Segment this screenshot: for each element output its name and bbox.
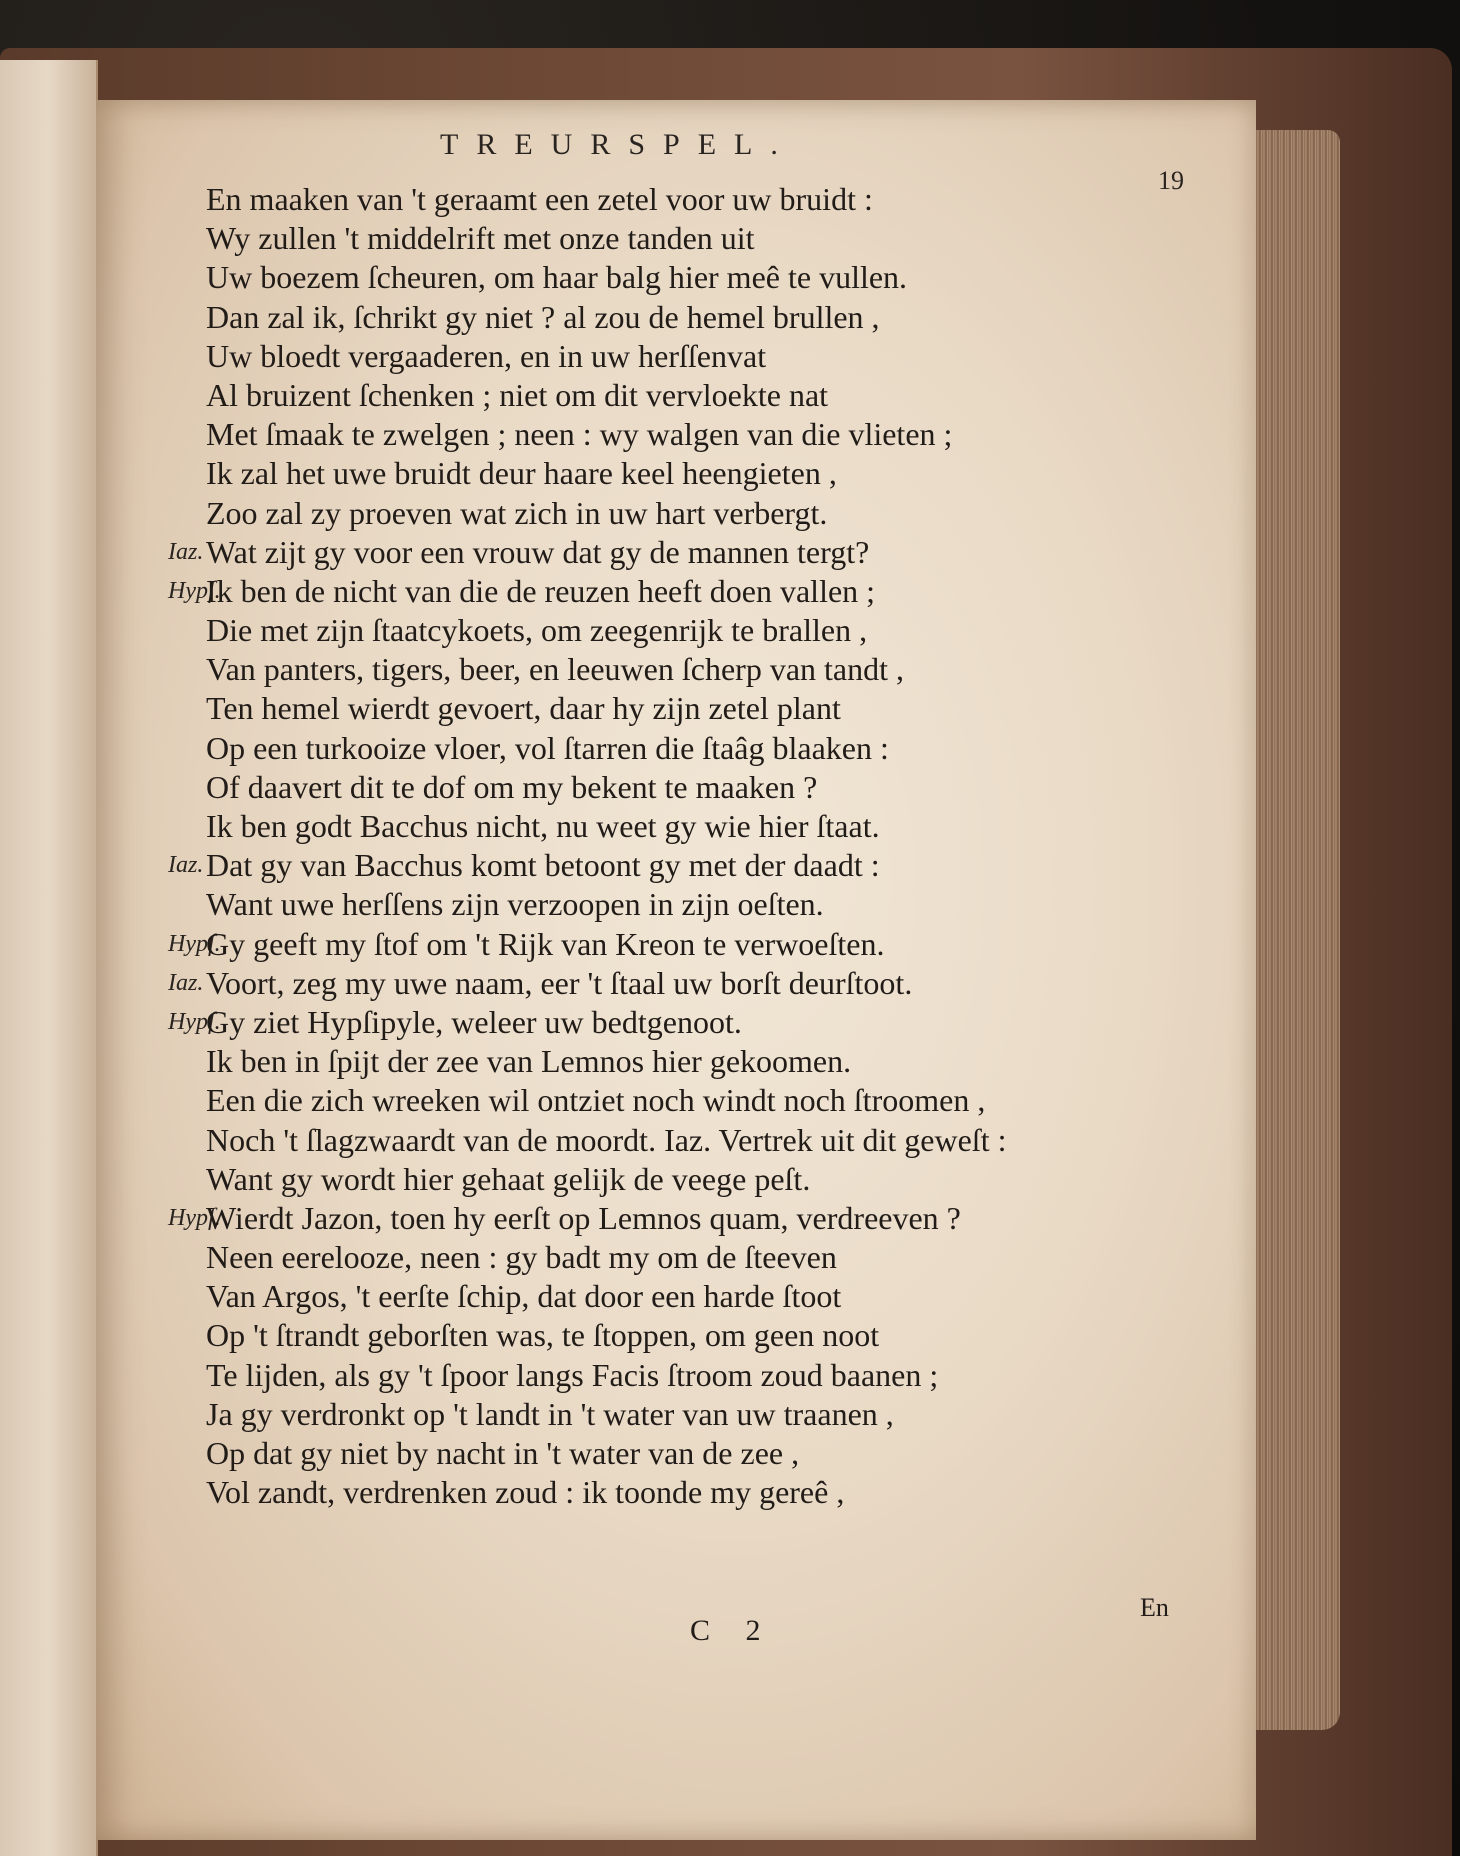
verse-text: Dan zal ik, ſchrikt gy niet ? al zou de hemel brullen ,: [206, 298, 880, 335]
verse-line: [0, 768, 1240, 807]
verse-line: [0, 885, 1240, 924]
speaker-label: Hypſ.: [168, 1008, 221, 1035]
verse-text: Ik ben in ſpijt der zee van Lemnos hier gekoomen.: [206, 1043, 852, 1080]
verse-text: Ik ben de nicht van die de reuzen heeft doen vallen ;: [206, 572, 876, 609]
verse-text: Want gy wordt hier gehaat gelijk de veege peſt.: [206, 1160, 811, 1197]
verse-text: Ik ben godt Bacchus nicht, nu weet gy wie hier ſtaat.: [206, 808, 880, 844]
signature-mark: C 2: [690, 1614, 775, 1647]
verse-text: Van panters, tigers, beer, en leeuwen ſcherp van tandt ,: [206, 651, 904, 688]
verse-text: Wierdt Jazon, toen hy eerſt op Lemnos quam, verdreeven ?: [206, 1199, 961, 1236]
speaker-label: Hypſ.: [168, 577, 221, 604]
verse-line: [0, 415, 1240, 454]
verse-text: Die met zijn ſtaatcykoets, om zeegenrijk te brallen ,: [206, 612, 868, 649]
verse-text: Uw boezem ſcheuren, om haar balg hier meê te vullen.: [206, 259, 908, 296]
catchword: En: [1140, 1593, 1169, 1622]
page-number: 19: [1158, 166, 1184, 195]
verse-text: Dat gy van Bacchus komt betoont gy met der daadt :: [206, 847, 880, 884]
verse-line: [0, 1316, 1240, 1355]
verse-line: [0, 1277, 1240, 1316]
verse-text: Op een turkooize vloer, vol ſtarren die ſtaâg blaaken :: [206, 729, 889, 766]
verse-line: [0, 1395, 1240, 1434]
verse-text: Te lijden, als gy 't ſpoor langs Facis ſtroom zoud baanen ;: [206, 1356, 939, 1393]
verse-text: Op dat gy niet by nacht in 't water van de zee ,: [206, 1435, 800, 1471]
verse-line: [0, 611, 1240, 650]
speaker-label: Iaz.: [168, 969, 204, 996]
verse-line: [0, 1473, 1240, 1512]
verse-text: Gy geeft my ſtof om 't Rijk van Kreon te verwoeſten.: [206, 925, 885, 962]
verse-line: [0, 1160, 1240, 1199]
verse-line: [0, 1199, 1240, 1238]
verse-line: [0, 846, 1240, 885]
verse-text: Al bruizent ſchenken ; niet om dit vervloekte nat: [206, 376, 829, 413]
verse-line: [0, 964, 1240, 1003]
verse-text: En maaken van 't geraamt een zetel voor uw bruidt :: [206, 181, 873, 217]
verse-text: Uw bloedt vergaaderen, en in uw herſſenvat: [206, 337, 767, 374]
verse-block: [0, 180, 1240, 1512]
verse-text: Voort, zeg my uwe naam, eer 't ſtaal uw borſt deurſtoot.: [206, 964, 913, 1001]
verse-text: Vol zandt, verdrenken zoud : ik toonde my gereê ,: [206, 1474, 845, 1511]
verse-line: [0, 219, 1240, 258]
verse-line: [0, 572, 1240, 611]
verse-text: Wat zijt gy voor een vrouw dat gy de mannen tergt?: [206, 533, 870, 570]
verse-line: [0, 1121, 1240, 1160]
verse-line: [0, 1081, 1240, 1120]
verse-text: Wy zullen 't middelrift met onze tanden uit: [206, 220, 755, 257]
verse-text: Want uwe herſſens zijn verzoopen in zijn oeſten.: [206, 886, 824, 923]
verse-line: [0, 807, 1240, 846]
verse-text: Ik zal het uwe bruidt deur haare keel heengieten ,: [206, 455, 837, 492]
verse-line: [0, 1238, 1240, 1277]
verse-text: Noch 't ſlagzwaardt van de moordt. Iaz. Vertrek uit dit geweſt :: [206, 1121, 1007, 1158]
verse-line: [0, 1356, 1240, 1395]
verse-text: Gy ziet Hypſipyle, weleer uw bedtgenoot.: [206, 1003, 742, 1040]
verse-line: [0, 650, 1240, 689]
speaker-label: Hypſ.: [168, 1204, 221, 1231]
verse-line: [0, 729, 1240, 768]
verse-line: [0, 180, 1240, 219]
verse-text: Ten hemel wierdt gevoert, daar hy zijn zetel plant: [206, 690, 841, 727]
verse-line: [0, 376, 1240, 415]
running-head: TREURSPEL.: [440, 128, 796, 161]
speaker-label: Iaz.: [168, 852, 204, 879]
verse-text: Op 't ſtrandt geborſten was, te ſtoppen, om geen noot: [206, 1317, 880, 1354]
verse-text: Of daavert dit te dof om my bekent te maaken ?: [206, 768, 818, 805]
verse-line: [0, 689, 1240, 728]
speaker-label: Iaz.: [168, 538, 204, 565]
verse-line: [0, 925, 1240, 964]
verse-line: [0, 1003, 1240, 1042]
verse-text: Zoo zal zy proeven wat zich in uw hart verbergt.: [206, 494, 828, 531]
verse-line: [0, 298, 1240, 337]
verse-line: [0, 1042, 1240, 1081]
verse-line: [0, 494, 1240, 533]
verse-line: [0, 454, 1240, 493]
page-fore-edge: [1250, 130, 1340, 1730]
verse-text: Van Argos, 't eerſte ſchip, dat door een harde ſtoot: [206, 1278, 842, 1315]
verse-text: Neen eerelooze, neen : gy badt my om de ſteeven: [206, 1239, 837, 1276]
verse-line: [0, 533, 1240, 572]
speaker-label: Hypſ.: [168, 930, 221, 957]
verse-text: Een die zich wreeken wil ontziet noch windt noch ſtroomen ,: [206, 1082, 986, 1119]
verse-line: [0, 1434, 1240, 1473]
verse-text: Ja gy verdronkt op 't landt in 't water van uw traanen ,: [206, 1395, 894, 1432]
verse-text: Met ſmaak te zwelgen ; neen : wy walgen van die vlieten ;: [206, 416, 953, 453]
verse-line: [0, 337, 1240, 376]
verse-line: [0, 258, 1240, 297]
